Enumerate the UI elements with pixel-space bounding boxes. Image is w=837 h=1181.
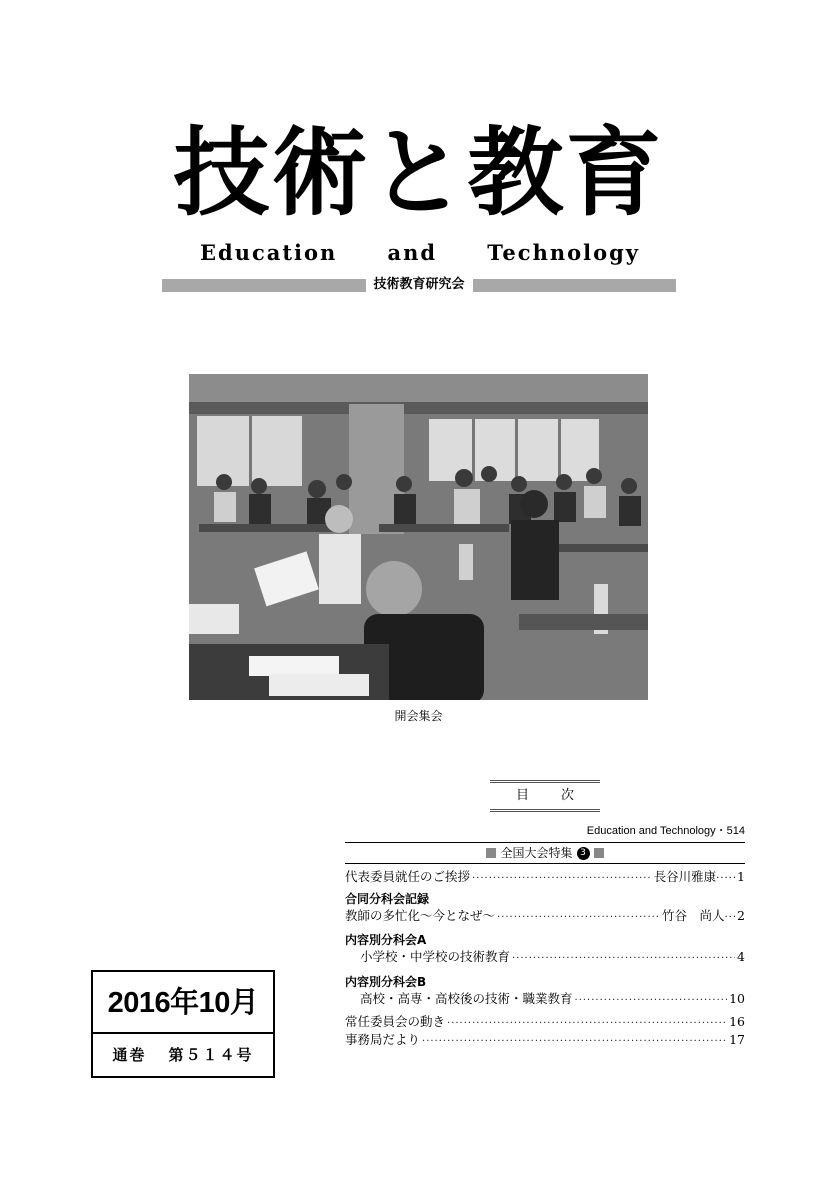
subtitle-word-3: Technology	[487, 240, 640, 265]
toc-entry-author: 竹谷 尚人	[661, 908, 725, 923]
meeting-photo-illustration	[189, 374, 648, 700]
toc-heading	[490, 780, 600, 812]
leader-dots	[422, 1033, 727, 1051]
toc-entry[interactable]	[360, 948, 745, 968]
toc-entry-title: 高校・高専・高校後の技術・職業教育	[360, 991, 573, 1006]
toc-entry-author: 長谷川雅康	[653, 869, 717, 884]
toc-entry-title: 事務局だより	[345, 1032, 421, 1047]
toc-heading-char-2: 次	[561, 788, 575, 803]
square-bullet-icon	[594, 848, 604, 858]
feature-label: 全国大会特集	[500, 846, 573, 860]
photo-caption: 開会集会	[394, 709, 443, 723]
leader-dots	[472, 870, 652, 888]
toc-entry-page: 1	[737, 869, 745, 884]
leader-dots-short: ···	[724, 912, 738, 923]
organization-bar	[162, 276, 676, 294]
toc-entry-page: 10	[729, 991, 745, 1006]
leader-dots	[575, 992, 728, 1010]
issue-volume	[93, 1034, 273, 1076]
square-bullet-icon	[486, 848, 496, 858]
feature-banner	[345, 845, 745, 861]
issue-date: 2016年10月	[93, 972, 273, 1034]
toc-entry[interactable]	[360, 990, 745, 1010]
journal-subtitle	[200, 240, 640, 266]
feature-number-badge: 3	[577, 847, 590, 860]
leader-dots-short: ·····	[716, 873, 738, 884]
toc-entry[interactable]	[345, 868, 745, 888]
journal-issue-line: Education and Technology・514	[586, 825, 745, 837]
toc-rule	[345, 842, 745, 843]
toc-section-heading: 合同分科会記録	[345, 892, 430, 906]
leader-dots	[512, 950, 735, 968]
toc-entry-title: 小学校・中学校の技術教育	[360, 949, 511, 964]
right-gray-bar	[473, 279, 677, 292]
volume-number: 第５１４号	[168, 1046, 254, 1064]
subtitle-word-2: and	[387, 240, 438, 265]
toc-heading-char-1: 目	[515, 788, 529, 803]
toc-entry-page: 16	[729, 1014, 745, 1029]
toc-entry[interactable]	[345, 907, 745, 927]
toc-entry-title: 常任委員会の動き	[345, 1014, 446, 1029]
feature-rule	[345, 863, 745, 864]
subtitle-word-1: Education	[200, 240, 338, 265]
organization-name: 技術教育研究会	[373, 277, 465, 292]
toc-entry[interactable]	[345, 1031, 745, 1051]
toc-entry-page: 4	[737, 949, 745, 964]
toc-entry-page: 2	[737, 908, 745, 923]
toc-section-heading: 内容別分科会A	[345, 933, 427, 947]
left-gray-bar	[162, 279, 366, 292]
toc-entry-title: 代表委員就任のご挨拶	[345, 869, 471, 884]
toc-entry-page: 17	[729, 1032, 745, 1047]
issue-info-box	[91, 970, 275, 1078]
toc-entry-title: 教師の多忙化～今となぜ～	[345, 908, 496, 923]
volume-label: 通巻	[112, 1046, 147, 1064]
toc-entry[interactable]	[345, 1013, 745, 1033]
toc-section-heading: 内容別分科会B	[345, 975, 427, 989]
journal-title: 技術と教育	[173, 117, 664, 229]
meeting-photo	[189, 374, 648, 700]
leader-dots	[497, 909, 660, 927]
